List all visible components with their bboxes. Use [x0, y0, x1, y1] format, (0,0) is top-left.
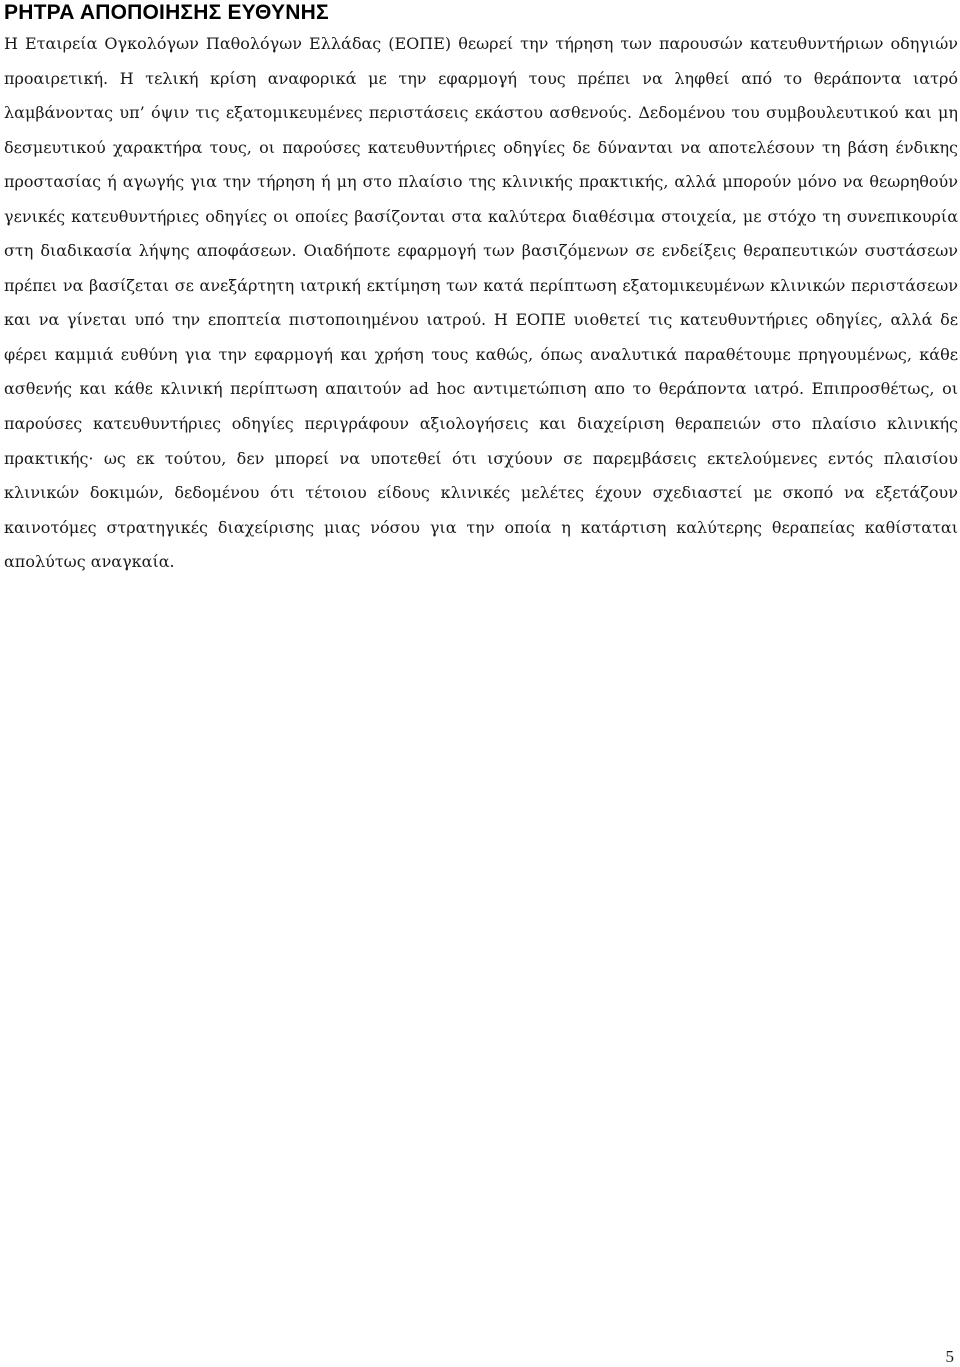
- disclaimer-paragraph: Η Εταιρεία Ογκολόγων Παθολόγων Ελλάδας (ΕΟΠΕ) θεωρεί την τήρηση των παρουσών κατευθυντήριων οδηγιών προαιρετική. Η τελική κρίση αναφορικά με την εφαρμογή τους πρέπει να ληφθεί από το θεράποντα ιατρό λαμβάνοντας υπ’ όψιν τις εξατομικευμένες περιστάσεις εκάστου ασθενούς. Δεδομένου του συμβουλευτικού και μη δεσμευτικού χαρακτήρα τους, οι παρούσες κατευθυντήριες οδηγίες δε δύνανται να αποτελέσουν τη βάση ένδικης προστασίας ή αγωγής για την τήρηση ή μη στο πλαίσιο της κλινικής πρακτικής, αλλά μπορούν μόνο να θεωρηθούν γενικές κατευθυντήριες οδηγίες οι οποίες βασίζονται στα καλύτερα διαθέσιμα στοιχεία, με στόχο τη συνεπικουρία στη διαδικασία λήψης αποφάσεων. Οιαδήποτε εφαρμογή των βασιζόμενων σε ενδείξεις θεραπευτικών συστάσεων πρέπει να βασίζεται σε ανεξάρτητη ιατρική εκτίμηση των κατά περίπτωση εξατομικευμένων κλινικών περιστάσεων και να γίνεται υπό την εποπτεία πιστοποιημένου ιατρού. Η ΕΟΠΕ υιοθετεί τις κατευθυντήριες οδηγίες, αλλά δε φέρει καμμιά ευθύνη για την εφαρμογή και χρήση τους καθώς, όπως αναλυτικά παραθέτουμε πρηγουμένως, κάθε ασθενής και κάθε κλινική περίπτωση απαιτούν ad hoc αντιμετώπιση απο το θεράποντα ιατρό. Επιπροσθέτως, οι παρούσες κατευθυντήριες οδηγίες περιγράφουν αξιολογήσεις και διαχείριση θεραπειών στο πλαίσιο κλινικής πρακτικής· ως εκ τούτου, δεν μπορεί να υποτεθεί ότι ισχύουν σε παρεμβάσεις εκτελούμενες εντός πλαισίου κλινικών δοκιμών, δεδομένου ότι τέτοιου είδους κλινικές μελέτες έχουν σχεδιαστεί με σκοπό να εξετάζουν καινοτόμες στρατηγικές διαχείρισης μιας νόσου για την οποία η κατάρτιση καλύτερης θεραπείας καθίσταται απολύτως αναγκαία.: [4, 34, 958, 572]
- page-number: 5: [945, 1347, 954, 1366]
- page-title: ΡΗΤΡΑ ΑΠΟΠΟΙΗΣΗΣ ΕΥΘΥΝΗΣ: [4, 1, 329, 24]
